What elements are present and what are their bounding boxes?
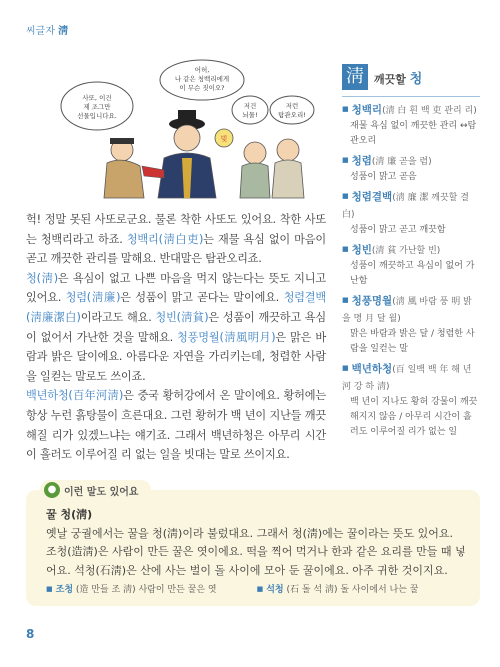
- vocab-entry: ■ 청풍명월(淸 風 바람 풍 明 밝을 명 月 달 월) 맑은 바람과 밝은 달 / 청렴한 사람을 일컫는 말: [342, 292, 480, 357]
- svg-text:탐관오리!: 탐관오리!: [278, 111, 306, 119]
- header-hanja: 淸: [58, 26, 69, 37]
- svg-text:제 조그만: 제 조그만: [83, 103, 111, 111]
- box-line-2: 조청(造淸)은 사람이 만든 꿀은 엿이에요. 떡을 찍어 먹거나 한과 같은 요리를 만들 때 넣어요. 석청(石淸)은 산에 사는 벌이 돌 사이에 모아 둔 꿀이에요. 아주 귀한 것이지요.: [46, 545, 466, 577]
- term-cheongbaekri: 청백리(淸白吏): [126, 232, 204, 246]
- paragraph-3: 백년하청(百年河淸)은 중국 황허강에서 온 말이에요. 황허에는 항상 누런 흙탕물이 흐른대요. 그런 황허가 백 년이 지난들 깨끗해질 리가 있겠느냐는 얘기죠. 그래서 백년하청은 아무리 시간이 흘러도 이루어질 리 없는 일을 빗대는 말로 쓰이지요.: [26, 389, 326, 462]
- extra-info-box: [26, 484, 480, 606]
- box-tab: [40, 480, 151, 500]
- svg-text:저건: 저건: [243, 102, 257, 110]
- box-line-1: 옛날 궁궐에서는 꿀을 청(淸)이라 불렀대요. 그래서 청(淸)에는 꿀이라는 뜻도 있어요.: [46, 526, 454, 540]
- page-number: 8: [26, 627, 35, 641]
- box-tab-label: 이런 말도 있어요: [64, 486, 139, 498]
- sidebar-meaning: 깨끗할 청: [374, 71, 423, 87]
- divider: [342, 96, 480, 97]
- footnote-seokcheong: ■ 석청 (石 돌 석 淸) 돌 사이에서 나는 꿀: [257, 580, 419, 600]
- svg-text:저런: 저런: [285, 102, 299, 110]
- vocab-entry: ■ 백년하청(百 일백 백 年 해 년 河 강 하 淸) 백 년이 지나도 황허 강물이 깨끗해지지 않음 / 아무리 시간이 흘러도 이루어질 리가 없는 일: [342, 360, 480, 440]
- svg-text:이 무슨 짓이오?: 이 무슨 짓이오?: [179, 84, 225, 92]
- vocab-entry: ■ 청렴결백(淸 廉 潔 깨끗할 결 白) 성품이 맑고 곧고 깨끗함: [342, 188, 480, 238]
- svg-text:사또, 이건: 사또, 이건: [82, 94, 112, 102]
- main-text: [26, 210, 326, 465]
- vocab-sidebar: [342, 64, 480, 440]
- sidebar-title: [342, 64, 480, 90]
- speech-icon: ●: [44, 482, 60, 498]
- paragraph-2: 청(淸)은 욕심이 없고 나쁜 마음을 먹지 않는다는 뜻도 지니고 있어요. 청렴(淸廉)은 성품이 맑고 곧다는 말이에요. 청렴결백(淸廉潔白)이라고도 해요. 청빈(淸貧)은 성품이 깨끗하고 욕심이 없어서 가난한 것을 말해요. 청풍명월(淸風明月)은 맑은 바람과 밝은 달이에요. 아름다운 자연을 가리키는데, 청렴한 사람을 일컫는 말로도 쓰이죠.: [26, 271, 326, 383]
- svg-text:뇌물!: 뇌물!: [242, 111, 258, 119]
- svg-text:어허,: 어허,: [194, 66, 210, 74]
- cartoon-illustration: [52, 58, 322, 204]
- box-content: [46, 506, 466, 600]
- vocab-entry: ■ 청렴(淸 廉 곧을 렴) 성품이 맑고 곧음: [342, 152, 480, 185]
- vocab-entry: ■ 청백리(淸 白 흰 백 吏 관리 리) 재물 욕심 없이 깨끗한 관리 ↔탐관오리: [342, 101, 480, 149]
- box-footnotes: [46, 580, 466, 600]
- box-title: 꿀 청(淸): [46, 508, 93, 521]
- svg-text:선물입니다요.: 선물입니다요.: [77, 112, 117, 120]
- running-header: [26, 22, 68, 37]
- footnote-jocheong: ■ 조청 (造 만들 조 淸) 사람이 만든 꿀은 엿: [46, 580, 217, 600]
- svg-text:나 같은 청백리에게: 나 같은 청백리에게: [174, 75, 230, 83]
- vocab-entry: ■ 청빈(淸 貧 가난할 빈) 성품이 깨끗하고 욕심이 없어 가난함: [342, 241, 480, 289]
- svg-text:빚: 빚: [220, 135, 228, 143]
- header-prefix: 씨글자: [26, 26, 55, 37]
- sidebar-hanja: 淸: [342, 64, 368, 90]
- paragraph-1: 헉! 정말 못된 사또로군요. 물론 착한 사또도 있어요. 착한 사또는 청백리라고 하죠. 청백리(淸白吏)는 재물 욕심 없이 마음이 곧고 깨끗한 관리를 말해요. 반대말은 탐관오리죠.: [26, 213, 326, 266]
